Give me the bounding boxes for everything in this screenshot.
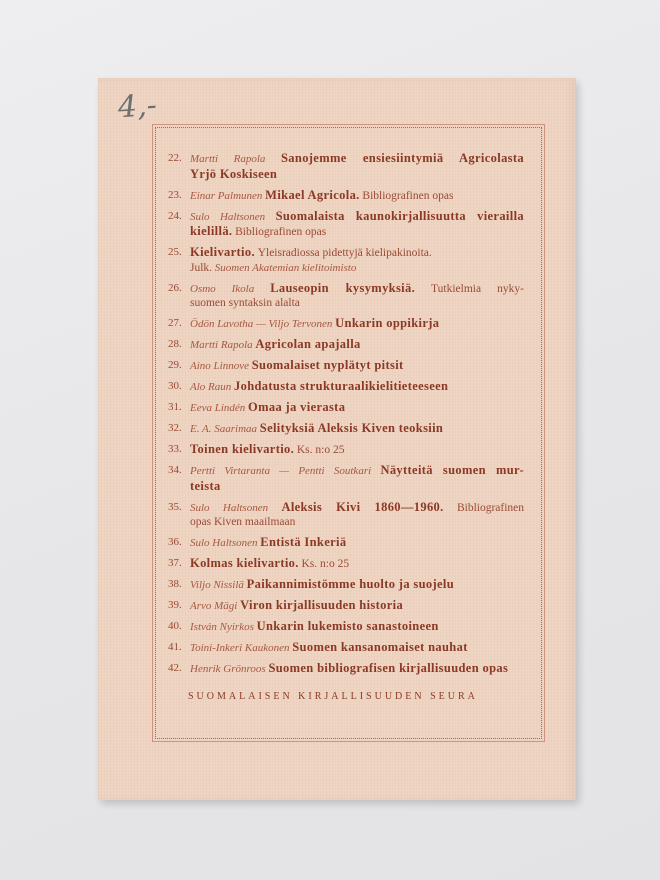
entry-line xyxy=(190,577,524,593)
entry-title: Kolmas kielivartio. xyxy=(190,556,299,570)
entry-number: 22. xyxy=(168,152,182,164)
entry-text-block xyxy=(190,400,524,416)
entry-text-block xyxy=(190,661,524,677)
entry-title: Näytteitä suomen mur- xyxy=(380,463,525,477)
entry-line xyxy=(190,209,524,225)
entry-number: 37. xyxy=(168,557,182,569)
entry-line xyxy=(190,661,524,677)
entry-text-block xyxy=(190,463,524,494)
entry-author: Eeva Lindén xyxy=(190,402,246,414)
book-list-entry xyxy=(168,463,524,494)
entry-title: Mikael Agricola. xyxy=(265,187,360,202)
entry-title: Yrjö Koskiseen xyxy=(190,166,278,181)
entry-title: Unkarin oppikirja xyxy=(335,316,440,330)
entry-number: 34. xyxy=(168,464,182,476)
entry-text-block xyxy=(190,619,524,635)
entry-title: Suomen bibliografisen kirjallisuuden opas xyxy=(268,661,509,675)
entry-text: Ks. n:o 25 xyxy=(301,558,350,570)
entry-text-block xyxy=(190,500,524,530)
entry-author: Ödön Lavotha — Viljo Tervonen xyxy=(190,318,333,330)
entry-text: Bibliografinen opas xyxy=(362,189,454,202)
book-list-entry xyxy=(168,245,524,275)
entry-line xyxy=(190,167,524,183)
entry-text-block xyxy=(190,245,524,275)
entry-title: teista xyxy=(190,478,221,493)
entry-text: Tutkielmia nyky- xyxy=(431,282,525,295)
entry-author: Martti Rapola xyxy=(190,339,253,351)
entry-text: Yleisradiossa pidettyjä kielipakinoita. xyxy=(257,247,432,259)
entry-line xyxy=(190,500,524,516)
entry-line xyxy=(190,442,524,458)
entry-text-block xyxy=(190,577,524,593)
entry-title: Toinen kielivartio. xyxy=(190,442,295,456)
entry-number: 40. xyxy=(168,620,182,632)
entry-number: 23. xyxy=(168,188,182,201)
entry-author: Pertti Virtaranta — Pentti Soutkari xyxy=(190,465,372,477)
entry-author: Alo Raun xyxy=(190,381,232,393)
book-list-entry xyxy=(168,358,524,374)
entry-number: 25. xyxy=(168,246,182,258)
entry-number: 36. xyxy=(168,536,182,548)
entry-title: Agricolan apajalla xyxy=(255,337,361,351)
entry-line xyxy=(190,640,524,656)
entry-line xyxy=(190,188,524,204)
book-list-entry xyxy=(168,556,524,572)
book-list-entry xyxy=(168,661,524,677)
book-list-entry xyxy=(168,316,524,332)
entry-title: Omaa ja vierasta xyxy=(248,400,346,414)
entry-author: Aino Linnove xyxy=(190,360,249,372)
entry-title: Suomalaiset nyplätyt pitsit xyxy=(251,358,404,372)
series-title-list xyxy=(168,151,524,677)
entry-number: 27. xyxy=(168,317,182,329)
entry-title: Johdatusta strukturaalikielitieteeseen xyxy=(234,379,449,393)
entry-title: Sanojemme ensiesiintymiä Agricolasta xyxy=(280,151,525,165)
entry-number: 31. xyxy=(168,401,182,413)
entry-line xyxy=(190,556,524,572)
entry-line xyxy=(190,515,524,530)
entry-author: Sulo Haltsonen xyxy=(190,537,258,549)
book-list-entry xyxy=(168,337,524,353)
book-list-entry xyxy=(168,421,524,437)
entry-author: E. A. Saarimaa xyxy=(190,423,258,435)
entry-number: 33. xyxy=(168,443,182,455)
entry-line xyxy=(190,337,524,353)
entry-text: Bibliografinen opas xyxy=(235,226,327,238)
entry-line xyxy=(190,296,524,311)
entry-author: Toini-Inkeri Kaukonen xyxy=(190,642,290,654)
book-list-entry xyxy=(168,640,524,656)
book-back-cover xyxy=(98,78,576,800)
entry-text: Ks. n:o 25 xyxy=(296,444,345,456)
entry-line xyxy=(190,281,524,297)
entry-title: Suomen kansanomaiset nauhat xyxy=(292,640,468,654)
entry-line xyxy=(190,261,524,276)
book-list-entry xyxy=(168,209,524,240)
entry-number: 29. xyxy=(168,359,182,371)
entry-title: kielillä. xyxy=(190,224,233,238)
entry-text-block xyxy=(190,337,524,353)
entry-text-block xyxy=(190,640,524,656)
entry-number: 30. xyxy=(168,380,182,392)
entry-line xyxy=(190,245,524,261)
entry-title: Entistä Inkeriä xyxy=(260,535,347,549)
entry-line xyxy=(190,421,524,437)
book-list-entry xyxy=(168,281,524,311)
entry-number: 38. xyxy=(168,578,182,590)
entry-text-block xyxy=(190,535,524,551)
entry-line xyxy=(190,598,524,614)
book-list-entry xyxy=(168,577,524,593)
entry-number: 32. xyxy=(168,422,182,434)
entry-author: Sulo Haltsonen xyxy=(190,210,266,223)
entry-author: Viljo Nissilä xyxy=(190,579,244,591)
entry-line xyxy=(190,400,524,416)
handwritten-price: 4,- xyxy=(116,87,158,126)
entry-author: Henrik Grönroos xyxy=(190,663,266,675)
publisher-name: SUOMALAISEN KIRJALLISUUDEN SEURA xyxy=(188,691,478,702)
entry-number: 24. xyxy=(168,209,182,222)
entry-line xyxy=(190,619,524,635)
entry-line xyxy=(190,479,524,495)
entry-line xyxy=(190,316,524,332)
entry-number: 26. xyxy=(168,281,182,294)
entry-text-block xyxy=(190,598,524,614)
book-list-entry xyxy=(168,500,524,530)
entry-text: Bibliografinen xyxy=(456,501,525,514)
entry-title: Selityksiä Aleksis Kiven teoksiin xyxy=(259,421,444,435)
book-list-entry xyxy=(168,619,524,635)
entry-number: 28. xyxy=(168,338,182,350)
entry-title: Lauseopin kysymyksiä. xyxy=(270,280,416,295)
entry-text-block xyxy=(190,379,524,395)
entry-text: Julk. xyxy=(190,261,213,274)
entry-author: Einar Palmunen xyxy=(190,189,263,202)
entry-author: Martti Rapola xyxy=(190,153,266,165)
entry-number: 42. xyxy=(168,662,182,674)
entry-line xyxy=(190,224,524,240)
entry-author: István Nyirkos xyxy=(190,621,254,633)
entry-editor: Suomen Akatemian kielitoimisto xyxy=(214,261,357,274)
entry-text: opas Kiven maailmaan xyxy=(190,516,296,528)
book-list-entry xyxy=(168,442,524,458)
entry-text-block xyxy=(190,442,524,458)
entry-author: Osmo Ikola xyxy=(190,282,255,295)
entry-text-block xyxy=(190,556,524,572)
entry-text-block xyxy=(190,209,524,240)
book-list-entry xyxy=(168,379,524,395)
entry-title: Suomalaista kaunokirjallisuutta vierailla xyxy=(275,208,524,223)
book-list-entry xyxy=(168,598,524,614)
entry-title: Aleksis Kivi 1860—1960. xyxy=(281,499,444,514)
entry-number: 39. xyxy=(168,599,182,611)
entry-title: Viron kirjallisuuden historia xyxy=(240,598,404,612)
entry-number: 41. xyxy=(168,641,182,653)
entry-text-block xyxy=(190,188,524,204)
entry-text-block xyxy=(190,151,524,182)
entry-text: suomen syntaksin alalta xyxy=(190,297,300,309)
entry-title: Kielivartio. xyxy=(190,245,255,259)
entry-number: 35. xyxy=(168,500,182,513)
entry-text-block xyxy=(190,316,524,332)
entry-text-block xyxy=(190,358,524,374)
entry-line xyxy=(190,151,524,167)
entry-text-block xyxy=(190,281,524,311)
book-list-entry xyxy=(168,400,524,416)
entry-line xyxy=(190,463,524,479)
entry-line xyxy=(190,358,524,374)
entry-title: Unkarin lukemisto sanastoineen xyxy=(256,619,439,633)
book-list-entry xyxy=(168,188,524,204)
book-list-entry xyxy=(168,535,524,551)
book-list-entry xyxy=(168,151,524,182)
entry-title: Paikannimistömme huolto ja suojelu xyxy=(246,577,455,591)
entry-text-block xyxy=(190,421,524,437)
entry-line xyxy=(190,535,524,551)
entry-author: Sulo Haltsonen xyxy=(190,501,269,514)
entry-line xyxy=(190,379,524,395)
entry-author: Arvo Mägi xyxy=(190,600,238,612)
